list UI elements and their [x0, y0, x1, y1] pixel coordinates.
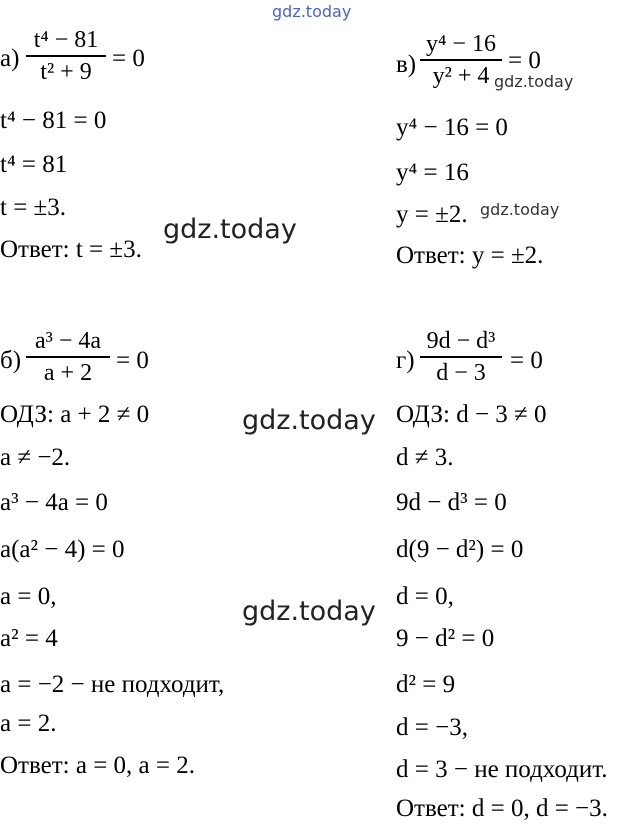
- problem-v-step: y⁴ − 16 = 0: [396, 114, 508, 141]
- problem-a-denominator: t² + 9: [40, 58, 92, 85]
- problem-a-step: t = ±3.: [0, 194, 67, 221]
- problem-g-denominator: d − 3: [436, 359, 486, 386]
- problem-g-answer: Ответ: d = 0, d = −3.: [396, 795, 608, 822]
- problem-g-step: d² = 9: [396, 671, 456, 698]
- problem-v-numerator: y⁴ − 16: [426, 31, 496, 57]
- problem-g-step: d = −3,: [396, 714, 468, 741]
- problem-v-answer: Ответ: y = ±2.: [396, 242, 544, 269]
- watermark-big: gdz.today: [163, 214, 297, 245]
- problem-b-step: a³ − 4a = 0: [0, 489, 108, 516]
- problem-b-step: a(a² − 4) = 0: [0, 536, 125, 563]
- problem-g-step: d = 3 − не подходит.: [396, 756, 608, 783]
- fraction-bar: [420, 59, 502, 61]
- problem-b-numerator: a³ − 4a: [34, 328, 102, 354]
- problem-g-step: ОДЗ: d − 3 ≠ 0: [396, 401, 547, 428]
- problem-a-label: а): [0, 45, 20, 72]
- problem-b-equals: = 0: [116, 347, 149, 374]
- problem-a-equals: = 0: [112, 45, 145, 72]
- fraction-bar: [26, 55, 106, 57]
- problem-b-step: a = 0,: [0, 583, 57, 610]
- fraction-bar: [26, 356, 110, 358]
- problem-b-step: a² = 4: [0, 625, 58, 652]
- problem-b-denominator: a + 2: [43, 359, 93, 386]
- problem-b-label: б): [0, 347, 22, 374]
- problem-b-step: a = 2.: [0, 710, 57, 737]
- problem-a-step: t⁴ − 81 = 0: [0, 107, 107, 134]
- problem-v-denominator: y² + 4: [432, 62, 490, 89]
- problem-g-step: d(9 − d²) = 0: [396, 536, 524, 563]
- problem-g-step: d ≠ 3.: [396, 444, 454, 471]
- problem-a-answer: Ответ: t = ±3.: [0, 236, 142, 263]
- problem-g-step: d = 0,: [396, 583, 454, 610]
- problem-v-step: y = ±2.: [396, 201, 468, 228]
- problem-a-numerator: t⁴ − 81: [33, 27, 99, 53]
- watermark-big: gdz.today: [242, 405, 376, 436]
- problem-g-step: 9d − d³ = 0: [396, 489, 507, 516]
- problem-a-step: t⁴ = 81: [0, 151, 68, 178]
- problem-g-step: 9 − d² = 0: [396, 625, 495, 652]
- problem-b-step: a = −2 − не подходит,: [0, 671, 225, 698]
- problem-b-step: ОДЗ: a + 2 ≠ 0: [0, 401, 150, 428]
- problem-b-step: a ≠ −2.: [0, 444, 71, 471]
- fraction-bar: [420, 356, 502, 358]
- watermark-top: gdz.today: [272, 2, 352, 21]
- watermark-small: gdz.today: [494, 72, 574, 91]
- problem-g-numerator: 9d − d³: [426, 328, 496, 354]
- problem-v-equals: = 0: [508, 47, 541, 74]
- problem-g-label: г): [396, 347, 415, 374]
- problem-b-answer: Ответ: a = 0, a = 2.: [0, 752, 195, 779]
- watermark-big: gdz.today: [242, 596, 376, 627]
- problem-g-equals: = 0: [510, 347, 543, 374]
- watermark-small: gdz.today: [480, 200, 560, 219]
- problem-v-label: в): [396, 51, 417, 78]
- problem-v-step: y⁴ = 16: [396, 159, 469, 186]
